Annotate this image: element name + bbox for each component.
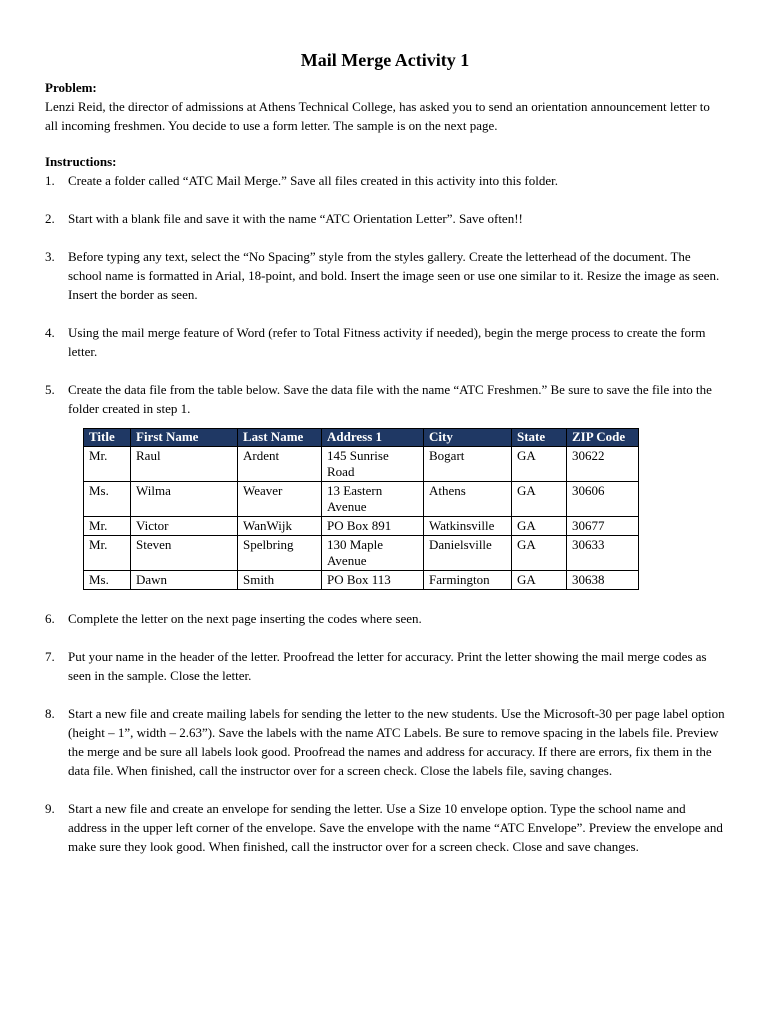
step-text: Put your name in the header of the letter. Proofread the letter for accuracy. Print the letter showing the mail merge codes as seen in the sample. Close the letter. [68, 649, 707, 683]
table-cell: Watkinsville [424, 517, 512, 536]
instruction-list [45, 171, 725, 418]
table-row [84, 571, 639, 590]
step-number: 2. [45, 211, 55, 226]
instruction-step-2 [45, 209, 725, 228]
table-cell: Smith [238, 571, 322, 590]
column-header: ZIP Code [567, 429, 639, 447]
step-text: Create a folder called “ATC Mail Merge.” Save all files created in this activity into this folder. [68, 173, 558, 188]
table-cell: 30638 [567, 571, 639, 590]
instruction-step-3 [45, 247, 725, 304]
step-text: Start a new file and create an envelope for sending the letter. Use a Size 10 envelope option. Type the school name and address in the upper left corner of the envelope. Save the envelope with the name “ATC Envelope”. Preview the envelope and make sure they look good. When finished, call the instructor over for a screen check. Close and save changes. [68, 801, 723, 854]
column-header: State [512, 429, 567, 447]
table-cell: 130 Maple Avenue [322, 536, 424, 571]
table-cell: GA [512, 571, 567, 590]
table-cell: PO Box 891 [322, 517, 424, 536]
table-cell: WanWijk [238, 517, 322, 536]
step-number: 1. [45, 173, 55, 188]
column-header: Last Name [238, 429, 322, 447]
table-cell: Raul [131, 447, 238, 482]
table-row [84, 447, 639, 482]
step-number: 7. [45, 649, 55, 664]
instruction-step-4 [45, 323, 725, 361]
table-cell: Mr. [84, 447, 131, 482]
step-number: 6. [45, 611, 55, 626]
table-cell: GA [512, 447, 567, 482]
table-cell: Mr. [84, 517, 131, 536]
problem-text: Lenzi Reid, the director of admissions at Athens Technical College, has asked you to send an orientation announcement letter to all incoming freshmen. You decide to use a form letter. The sample is on the next page. [45, 99, 710, 133]
table-cell: GA [512, 482, 567, 517]
table-cell: Steven [131, 536, 238, 571]
table-cell: 30633 [567, 536, 639, 571]
freshmen-data-table [83, 428, 639, 590]
table-cell: Bogart [424, 447, 512, 482]
document-page [45, 48, 725, 875]
table-cell: 30622 [567, 447, 639, 482]
step-number: 4. [45, 325, 55, 340]
column-header: First Name [131, 429, 238, 447]
table-row [84, 482, 639, 517]
table-cell: Weaver [238, 482, 322, 517]
table-cell: 30606 [567, 482, 639, 517]
step-text: Start a new file and create mailing labels for sending the letter to the new students. Use the Microsoft-30 per page label option (height – 1”, width – 2.63”). Save the labels with the name ATC Labels. Be sure to remove spacing in the labels file. Preview the merge and be sure all labels look good. Proofread the names and address for accuracy. If there are errors, fix them in the data file. When finished, call the instructor over for a screen check. Close the labels file, saving changes. [68, 706, 725, 778]
column-header: Title [84, 429, 131, 447]
table-cell: 145 Sunrise Road [322, 447, 424, 482]
step-text: Create the data file from the table below. Save the data file with the name “ATC Freshmen.” Be sure to save the file into the folder created in step 1. [68, 382, 712, 416]
table-cell: Ardent [238, 447, 322, 482]
table-cell: GA [512, 517, 567, 536]
column-header: Address 1 [322, 429, 424, 447]
instruction-step-6 [45, 609, 725, 628]
instruction-step-5 [45, 380, 725, 418]
step-text: Before typing any text, select the “No Spacing” style from the styles gallery. Create the letterhead of the document. The school name is formatted in Arial, 18-point, and bold. Insert the image seen or use one similar to it. Resize the image as seen. Insert the border as seen. [68, 249, 720, 302]
step-number: 3. [45, 249, 55, 264]
step-number: 9. [45, 801, 55, 816]
table-cell: 13 Eastern Avenue [322, 482, 424, 517]
table-cell: GA [512, 536, 567, 571]
document-title: Mail Merge Activity 1 [300, 50, 470, 70]
problem-heading: Problem: [45, 80, 97, 95]
table-cell: Victor [131, 517, 238, 536]
table-header-row [84, 429, 639, 447]
table-cell: Danielsville [424, 536, 512, 571]
table-cell: Wilma [131, 482, 238, 517]
step-number: 8. [45, 706, 55, 721]
table-row [84, 517, 639, 536]
instruction-step-1 [45, 171, 725, 190]
instruction-step-7 [45, 647, 725, 685]
step-text: Start with a blank file and save it with the name “ATC Orientation Letter”. Save often!! [68, 211, 523, 226]
table-cell: Spelbring [238, 536, 322, 571]
table-cell: Ms. [84, 571, 131, 590]
instructions-heading: Instructions: [45, 154, 117, 169]
table-cell: Ms. [84, 482, 131, 517]
table-cell: Mr. [84, 536, 131, 571]
instruction-step-9 [45, 799, 725, 856]
table-cell: Farmington [424, 571, 512, 590]
column-header: City [424, 429, 512, 447]
table-cell: PO Box 113 [322, 571, 424, 590]
step-text: Complete the letter on the next page inserting the codes where seen. [68, 611, 422, 626]
instruction-list-continued [45, 609, 725, 856]
table-cell: 30677 [567, 517, 639, 536]
table-cell: Athens [424, 482, 512, 517]
table-row [84, 536, 639, 571]
instruction-step-8 [45, 704, 725, 780]
step-number: 5. [45, 382, 55, 397]
table-cell: Dawn [131, 571, 238, 590]
step-text: Using the mail merge feature of Word (refer to Total Fitness activity if needed), begin the merge process to create the form letter. [68, 325, 706, 359]
